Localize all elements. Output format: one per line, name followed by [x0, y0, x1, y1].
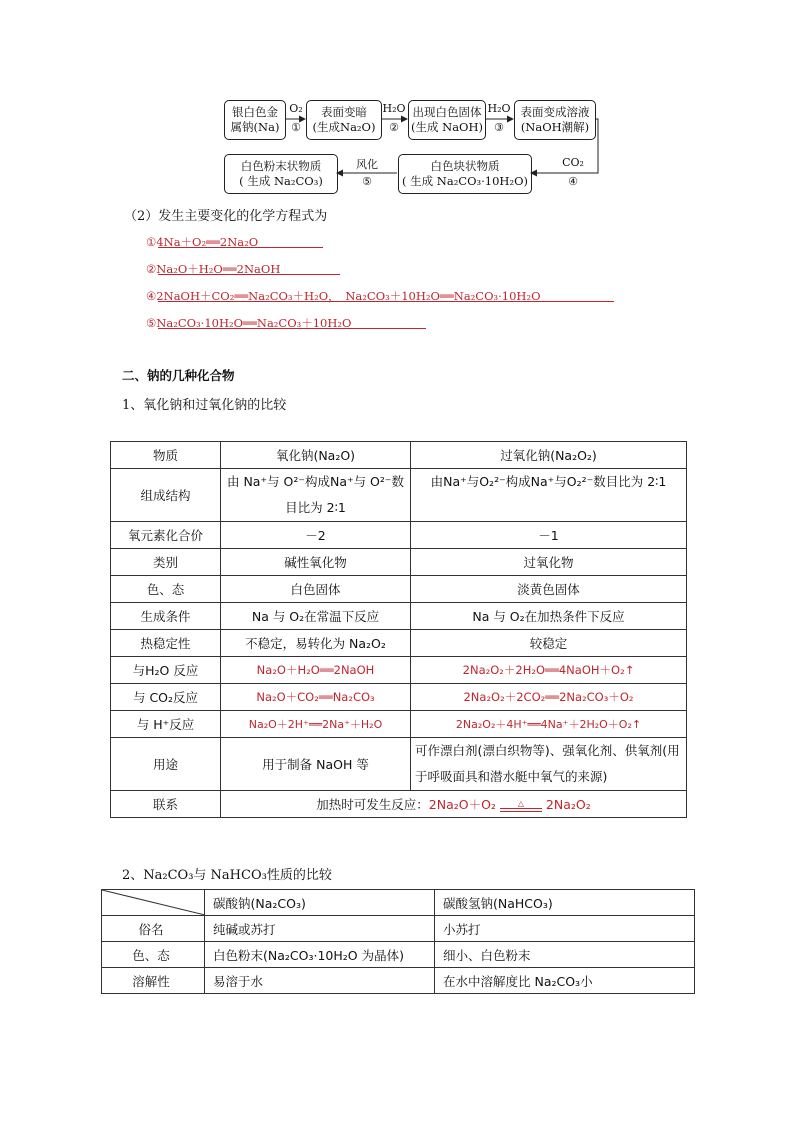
table-cell: 用于制备 NaOH 等	[221, 738, 411, 791]
flow-box-text: ( 生成 Na₂CO₃)	[239, 174, 323, 188]
row-label: 溶解性	[102, 968, 205, 994]
table-cell: 2Na₂O₂＋2CO₂══2Na₂CO₃＋O₂	[411, 684, 687, 711]
subsection-1-title: 1、氧化钠和过氧化钠的比较	[122, 398, 287, 413]
table-row	[102, 942, 695, 968]
table-cell: 碱性氧化物	[221, 549, 411, 576]
flow-box-text: 白色块状物质	[430, 159, 500, 173]
equation-2-underline	[158, 274, 340, 275]
row-label: 俗名	[102, 916, 205, 942]
row-label: 用途	[111, 738, 221, 791]
section-heading: 二、钠的几种化合物	[122, 368, 235, 383]
equation-4-underline	[158, 301, 614, 302]
equation-5-underline	[158, 328, 426, 329]
flow-box-text: (生成 NaOH)	[410, 120, 483, 134]
row-label: 与H₂O 反应	[111, 657, 221, 684]
table-cell: Na₂O＋H₂O══2NaOH	[221, 657, 411, 684]
row-label: 氧元素化合价	[111, 522, 221, 549]
diagonal-corner-cell	[102, 890, 205, 916]
table-row	[111, 657, 687, 684]
table-cell: 可作漂白剂(漂白织物等)、强氧化剂、供氧剂(用于呼吸面具和潜水艇中氧气的来源)	[411, 738, 687, 791]
table-cell: －1	[411, 522, 687, 549]
row-label: 色、态	[111, 576, 221, 603]
flow-box-text: 表面变暗	[321, 105, 367, 119]
table-cell: 2Na₂O₂＋4H⁺══4Na⁺＋2H₂O＋O₂↑	[411, 711, 687, 738]
link-eq-left: 2Na₂O＋O₂	[428, 797, 496, 812]
table-cell: 白色粉末(Na₂CO₃·10H₂O 为晶体)	[205, 942, 435, 968]
table-header-cell: 碳酸钠(Na₂CO₃)	[205, 890, 435, 916]
table-cell: 白色固体	[221, 576, 411, 603]
arrow-4-reagent: CO₂	[562, 156, 584, 169]
table-cell: 纯碱或苏打	[205, 916, 435, 942]
link-cell	[221, 791, 687, 818]
table-row	[102, 968, 695, 994]
table-row	[111, 630, 687, 657]
table-cell: 过氧化物	[411, 549, 687, 576]
table-cell: Na₂O＋CO₂══Na₂CO₃	[221, 684, 411, 711]
row-label: 与 CO₂反应	[111, 684, 221, 711]
table-row	[111, 603, 687, 630]
table-row	[102, 916, 695, 942]
link-text: 加热时可发生反应：	[316, 797, 429, 812]
table-cell: 在水中溶解度比 Na₂CO₃小	[435, 968, 695, 994]
table-row	[111, 738, 687, 791]
oxide-comparison-table	[110, 441, 687, 818]
table-cell: 易溶于水	[205, 968, 435, 994]
table-cell: －2	[221, 522, 411, 549]
arrow-3-reagent: H₂O	[487, 102, 511, 115]
table-row	[111, 522, 687, 549]
flow-box-text: (NaOH潮解)	[520, 120, 590, 134]
diagonal-line-icon	[102, 890, 205, 915]
row-label: 联系	[111, 791, 221, 818]
table-cell: 小苏打	[435, 916, 695, 942]
table-cell: 较稳定	[411, 630, 687, 657]
row-label: 与 H⁺反应	[111, 711, 221, 738]
table-header-cell: 氧化钠(Na₂O)	[221, 442, 411, 469]
arrow-3-step: ③	[494, 121, 504, 134]
arrow-2-step: ②	[389, 121, 399, 134]
equation-2: ②Na₂O＋H₂O══2NaOH	[146, 262, 281, 276]
table-row	[111, 469, 687, 522]
subsection-2-title: 2、Na₂CO₃与 NaHCO₃性质的比较	[122, 868, 332, 883]
double-line-icon	[500, 808, 542, 812]
table-cell: 由Na⁺与O₂²⁻构成Na⁺与O₂²⁻数目比为 2∶1	[411, 469, 687, 522]
flow-box-text: 表面变成溶液	[520, 105, 590, 119]
table-cell: Na 与 O₂在常温下反应	[221, 603, 411, 630]
heat-condition: △	[517, 798, 524, 808]
table-header-row	[111, 442, 687, 469]
equation-4: ④2NaOH＋CO₂══Na₂CO₃＋H₂O， Na₂CO₃＋10H₂O══Na₂CO₃·10H₂O	[146, 289, 541, 303]
table-header-cell: 物质	[111, 442, 221, 469]
table-row	[111, 684, 687, 711]
flow-box-text: ( 生成 Na₂CO₃·10H₂O)	[401, 174, 528, 188]
equation-5: ⑤Na₂CO₃·10H₂O══Na₂CO₃＋10H₂O	[146, 316, 352, 330]
equations-intro: （2）发生主要变化的化学方程式为	[124, 209, 328, 224]
table-row	[111, 549, 687, 576]
table-cell: 由 Na⁺与 O²⁻构成Na⁺与 O²⁻数目比为 2∶1	[221, 469, 411, 522]
flow-box-text: (生成Na₂O)	[312, 120, 376, 134]
table-cell: Na 与 O₂在加热条件下反应	[411, 603, 687, 630]
flow-box-text: 白色粉末状物质	[240, 159, 322, 173]
carbonate-comparison-table	[101, 889, 695, 994]
row-label: 类别	[111, 549, 221, 576]
arrow-1-reagent: O₂	[289, 102, 303, 115]
heat-equals-sign	[500, 800, 542, 812]
table-cell: 2Na₂O₂＋2H₂O══4NaOH＋O₂↑	[411, 657, 687, 684]
flow-box-text: 属钠(Na)	[230, 120, 280, 134]
arrow-5-step: ⑤	[362, 175, 372, 188]
table-row	[111, 576, 687, 603]
flow-box-text: 出现白色固体	[412, 105, 482, 119]
row-label: 生成条件	[111, 603, 221, 630]
flow-box-text: 银白色金	[232, 105, 278, 119]
table-header-cell: 过氧化钠(Na₂O₂)	[411, 442, 687, 469]
table-cell: Na₂O＋2H⁺══2Na⁺＋H₂O	[221, 711, 411, 738]
row-label: 热稳定性	[111, 630, 221, 657]
arrow-2-reagent: H₂O	[382, 102, 406, 115]
table-row	[111, 711, 687, 738]
table-header-row	[102, 890, 695, 916]
table-cell: 不稳定，易转化为 Na₂O₂	[221, 630, 411, 657]
link-eq-right: 2Na₂O₂	[545, 797, 591, 812]
table-header-cell: 碳酸氢钠(NaHCO₃)	[435, 890, 695, 916]
equation-1-underline	[158, 247, 323, 248]
row-label: 组成结构	[111, 469, 221, 522]
arrow-5-reagent: 风化	[356, 158, 378, 171]
arrow-4-step: ④	[568, 175, 578, 188]
table-row	[111, 791, 687, 818]
equation-1: ①4Na＋O₂══2Na₂O	[146, 235, 259, 249]
row-label: 色、态	[102, 942, 205, 968]
table-cell: 淡黄色固体	[411, 576, 687, 603]
arrow-1-step: ①	[291, 121, 301, 134]
table-cell: 细小、白色粉末	[435, 942, 695, 968]
